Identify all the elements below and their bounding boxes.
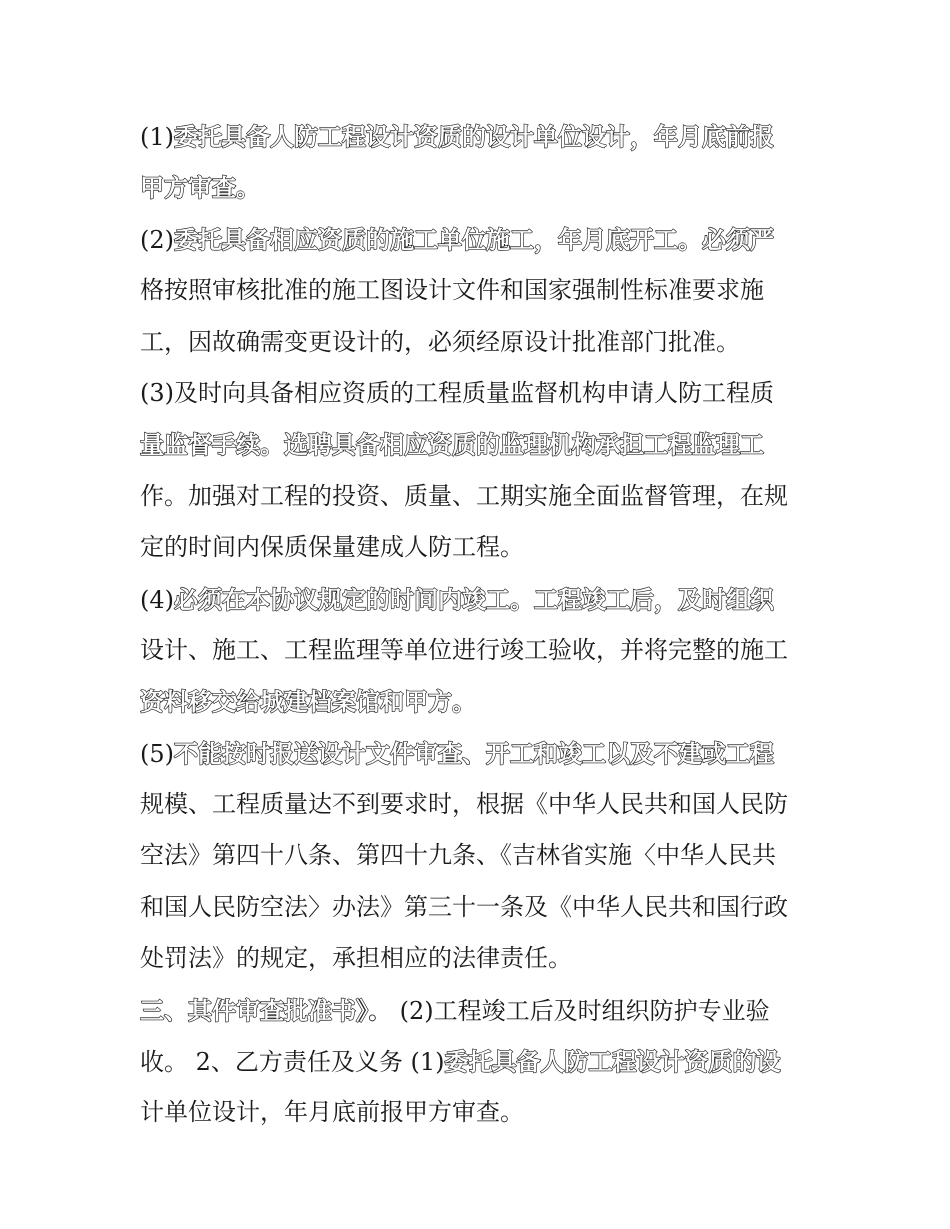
text-segment: (5) [140,739,174,768]
text-line [140,933,820,984]
text-line [140,779,820,830]
outlined-text-segment: 三、其件审查批准书》 [140,995,368,1025]
outlined-text-segment: 委托具备人防工程设计资质的设计单位设计，年月底前报 [174,122,774,151]
text-line [140,111,820,162]
text-line [140,728,820,779]
text-line [140,214,820,265]
outlined-text-segment: 量监督手续。选聘具备相应资质的监理机构承担工程监理工 [140,430,764,460]
text-segment: 格按照审核批准的施工图设计文件和国家强制性标准要求施 [140,276,764,305]
text-line [140,265,820,316]
document-body [140,111,820,1139]
text-segment: 收。 2、乙方责任及义务 (1) [140,1048,445,1077]
text-line [140,625,820,676]
outlined-text-segment: 资料移交给城建档案馆和甲方。 [140,687,476,717]
text-line [140,676,820,727]
text-segment: 。 (2)工程竣工后及时组织防护专业验 [368,996,770,1025]
outlined-text-segment: 甲方审查。 [140,173,260,203]
outlined-text-segment: 委托具备人防工程设计资质的设 [444,1047,781,1077]
text-line [140,419,820,470]
text-segment: 和国人民防空法〉办法》第三十一条及《中华人民共和国行政 [140,892,788,921]
text-segment: (2) [140,225,174,254]
text-line [140,882,820,933]
outlined-text-segment: 不能按时报送设计文件审查、开工和竣工以及不建或工程 [174,738,774,768]
text-line [140,162,820,213]
text-line [140,317,820,368]
text-segment: 处罚法》的规定，承担相应的法律责任。 [140,944,572,973]
outlined-text-segment: 委托具备相应资质的施工单位施工，年月底开工。必须严 [174,224,774,254]
text-segment: (1) [140,123,174,151]
text-segment: 空法》第四十八条、第四十九条、《吉林省实施〈中华人民共 [140,841,776,870]
text-segment: (4) [140,585,174,614]
text-segment: 工，因故确需变更设计的，必须经原设计批准部门批准。 [140,327,740,356]
text-line [140,1087,820,1138]
text-segment: 定的时间内保质保量建成人防工程。 [140,533,524,562]
text-segment: (3)及时向具备相应资质的工程质量监督机构申请人防工程质 [140,378,774,407]
text-line [140,522,820,573]
text-segment: 规模、工程质量达不到要求时，根据《中华人民共和国人民防 [140,790,788,819]
text-line [140,1036,820,1087]
text-segment: 计单位设计，年月底前报甲方审查。 [140,1098,524,1127]
outlined-text-segment: 必须在本协议规定的时间内竣工。工程竣工后，及时组织 [174,584,774,614]
text-line [140,830,820,881]
text-line [140,985,820,1036]
text-line [140,574,820,625]
text-segment: 设计、施工、工程监理等单位进行竣工验收，并将完整的施工 [140,635,788,664]
text-segment: 作。加强对工程的投资、质量、工期实施全面监督管理，在规 [140,481,788,510]
text-line [140,471,820,522]
text-line [140,368,820,419]
